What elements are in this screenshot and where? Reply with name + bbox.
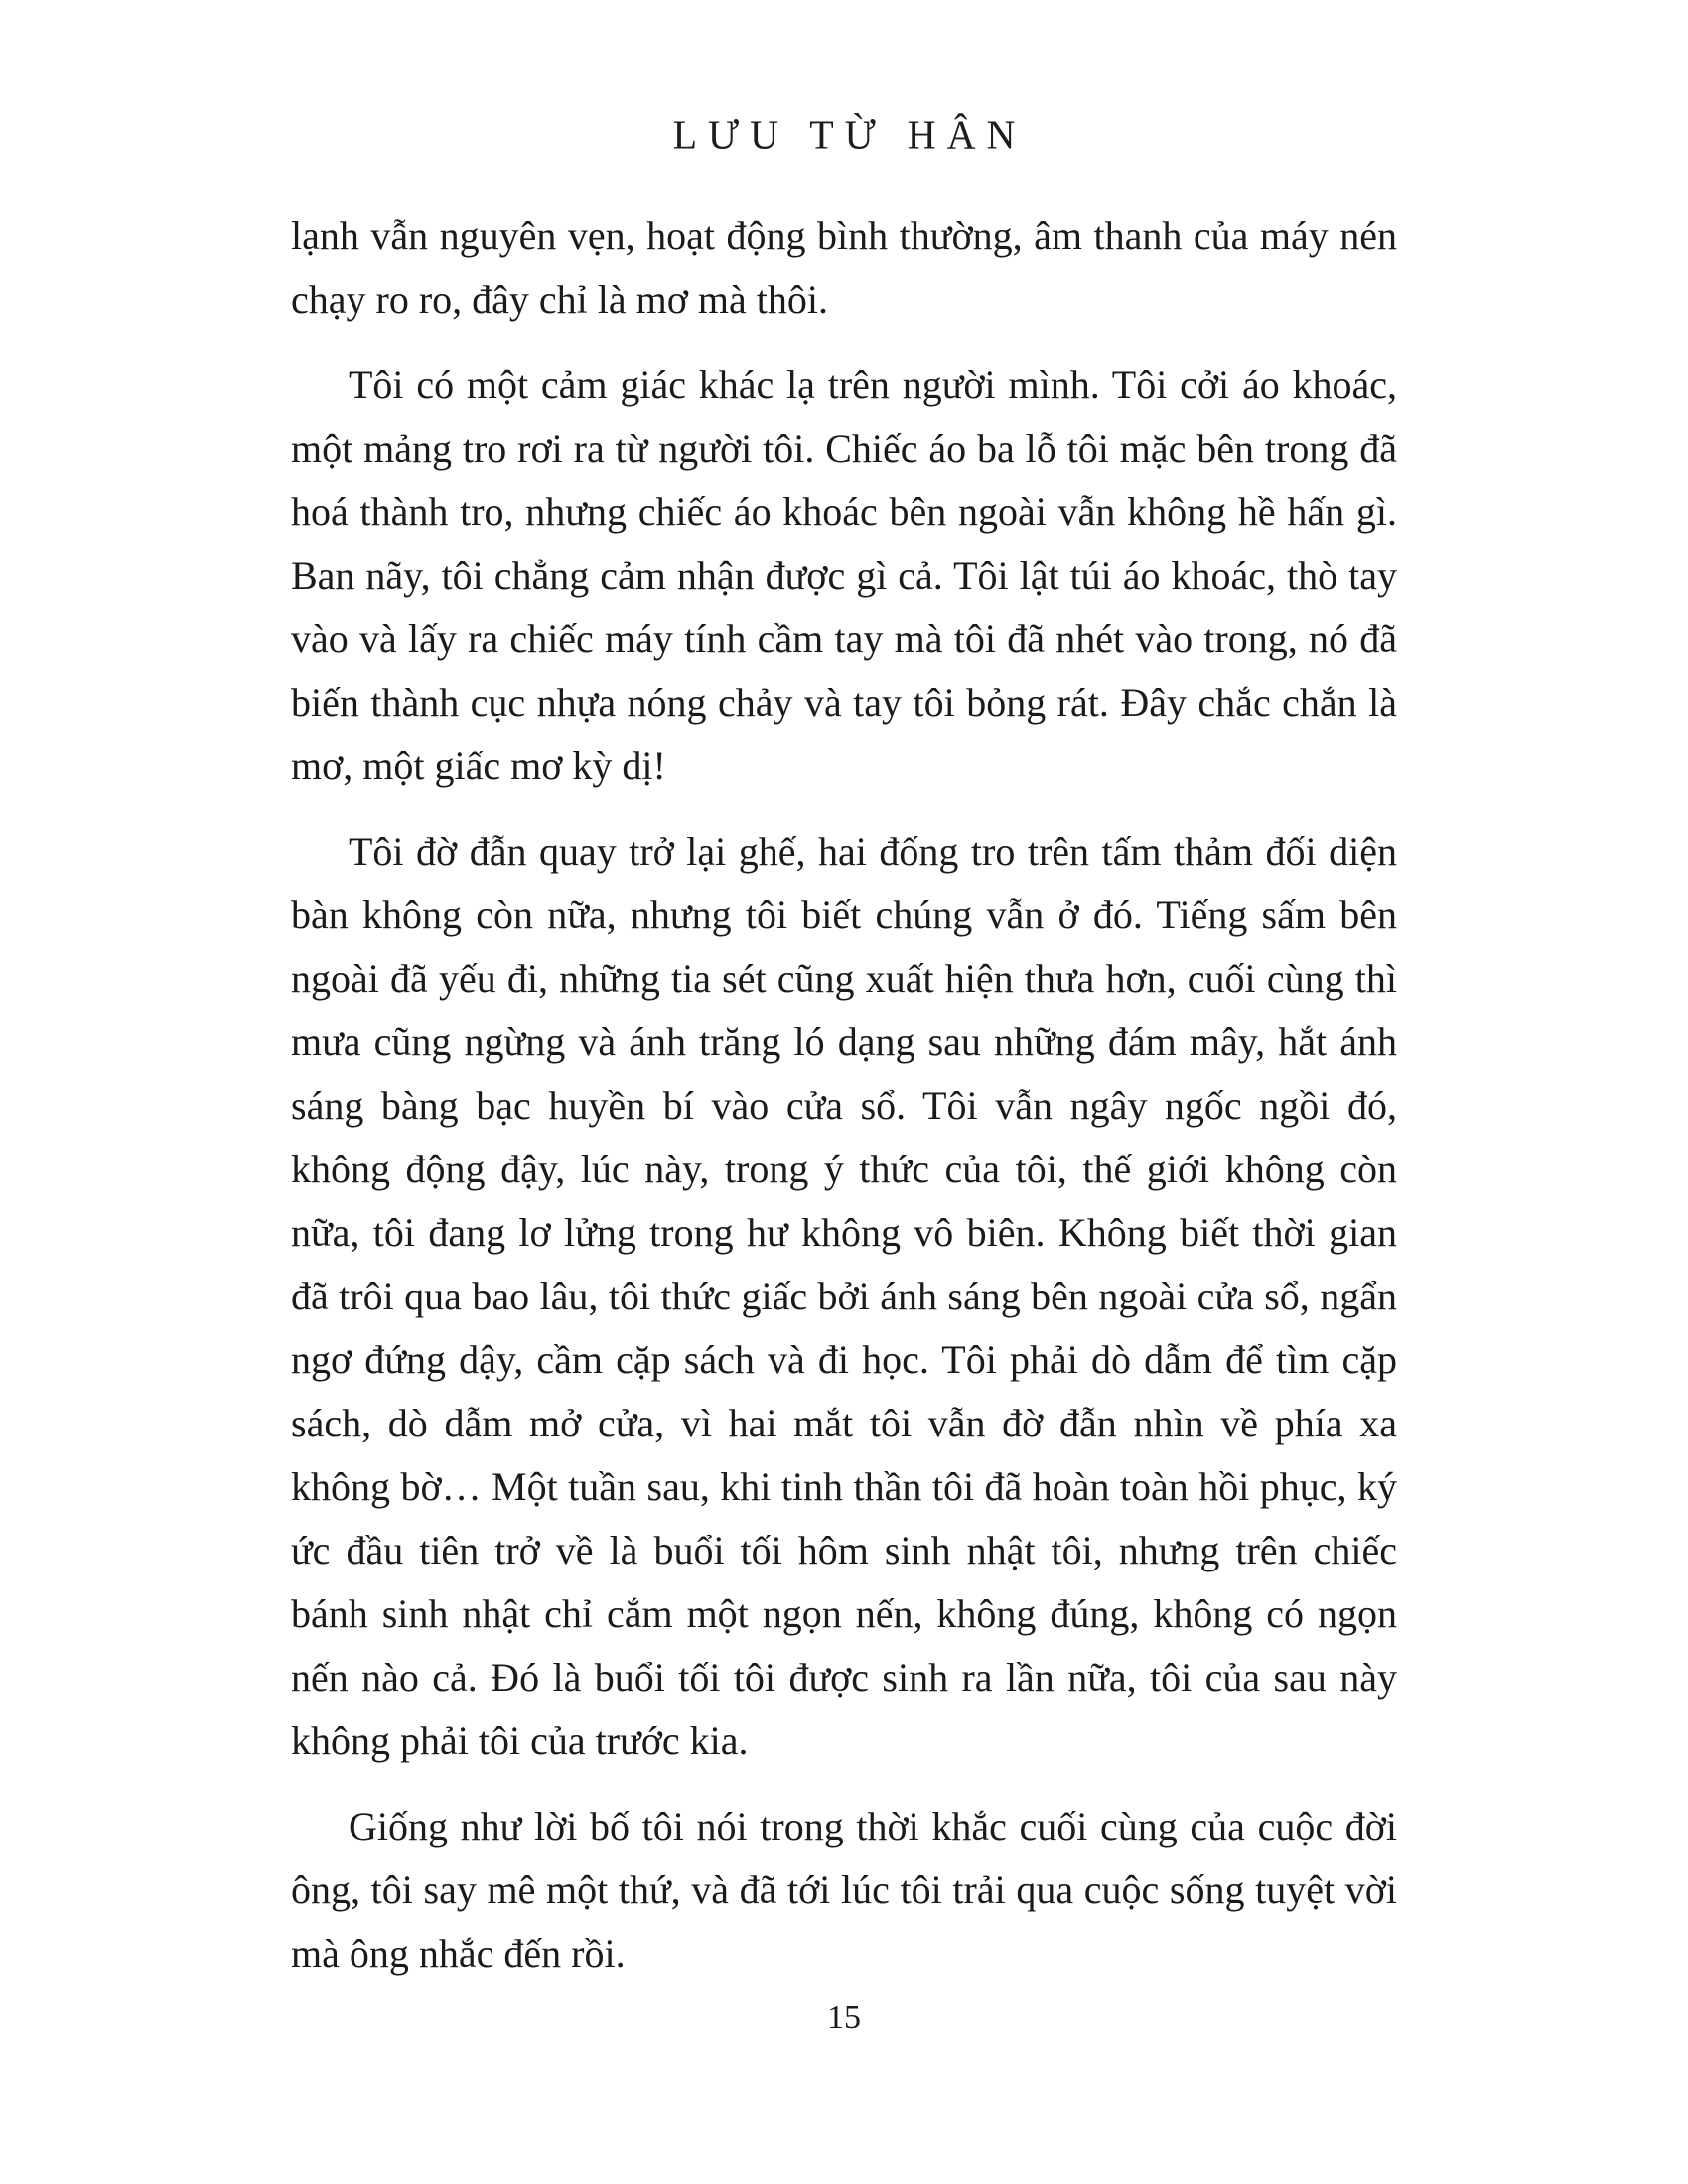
paragraph-continuation: lạnh vẫn nguyên vẹn, hoạt động bình thường, âm thanh của máy nén chạy ro ro, đây chỉ là mơ mà thôi.: [291, 213, 1397, 322]
page-number: 15: [827, 1999, 861, 2036]
paragraph: Tôi đờ đẫn quay trở lại ghế, hai đống tro trên tấm thảm đối diện bàn không còn nữa, nhưng tôi biết chúng vẫn ở đó. Tiếng sấm bên ngoài đã yếu đi, những tia sét cũng xuất hiện thưa hơn, cuối cùng thì mưa cũng ngừng và ánh trăng ló dạng sau những đám mây, hắt ánh sáng bàng bạc huyền bí vào cửa sổ. Tôi vẫn ngây ngốc ngồi đó, không động đậy, lúc này, trong ý thức của tôi, thế giới không còn nữa, tôi đang lơ lửng trong hư không vô biên. Không biết thời gian đã trôi qua bao lâu, tôi thức giấc bởi ánh sáng bên ngoài cửa sổ, ngẩn ngơ đứng dậy, cầm cặp sách và đi học. Tôi phải dò dẫm để tìm cặp sách, dò dẫm mở cửa, vì hai mắt tôi vẫn đờ đẫn nhìn về phía xa không bờ… Một tuần sau, khi tinh thần tôi đã hoàn toàn hồi phục, ký ức đầu tiên trở về là buổi tối hôm sinh nhật tôi, nhưng trên chiếc bánh sinh nhật chỉ cắm một ngọn nến, không đúng, không có ngọn nến nào cả. Đó là buổi tối tôi được sinh ra lần nữa, tôi của sau này không phải tôi của trước kia.: [291, 829, 1397, 1763]
paragraph: Tôi có một cảm giác khác lạ trên người mình. Tôi cởi áo khoác, một mảng tro rơi ra từ người tôi. Chiếc áo ba lỗ tôi mặc bên trong đã hoá thành tro, nhưng chiếc áo khoác bên ngoài vẫn không hề hấn gì. Ban nãy, tôi chẳng cảm nhận được gì cả. Tôi lật túi áo khoác, thò tay vào và lấy ra chiếc máy tính cầm tay mà tôi đã nhét vào trong, nó đã biến thành cục nhựa nóng chảy và tay tôi bỏng rát. Đây chắc chắn là mơ, một giấc mơ kỳ dị!: [291, 362, 1397, 788]
running-head-author: LƯU TỪ HÂN: [672, 111, 1027, 158]
paragraph: Giống như lời bố tôi nói trong thời khắc cuối cùng của cuộc đời ông, tôi say mê một thứ, và đã tới lúc tôi trải qua cuộc sống tuyệt vời mà ông nhắc đến rồi.: [291, 1804, 1397, 1976]
body-text: [291, 205, 1397, 1985]
